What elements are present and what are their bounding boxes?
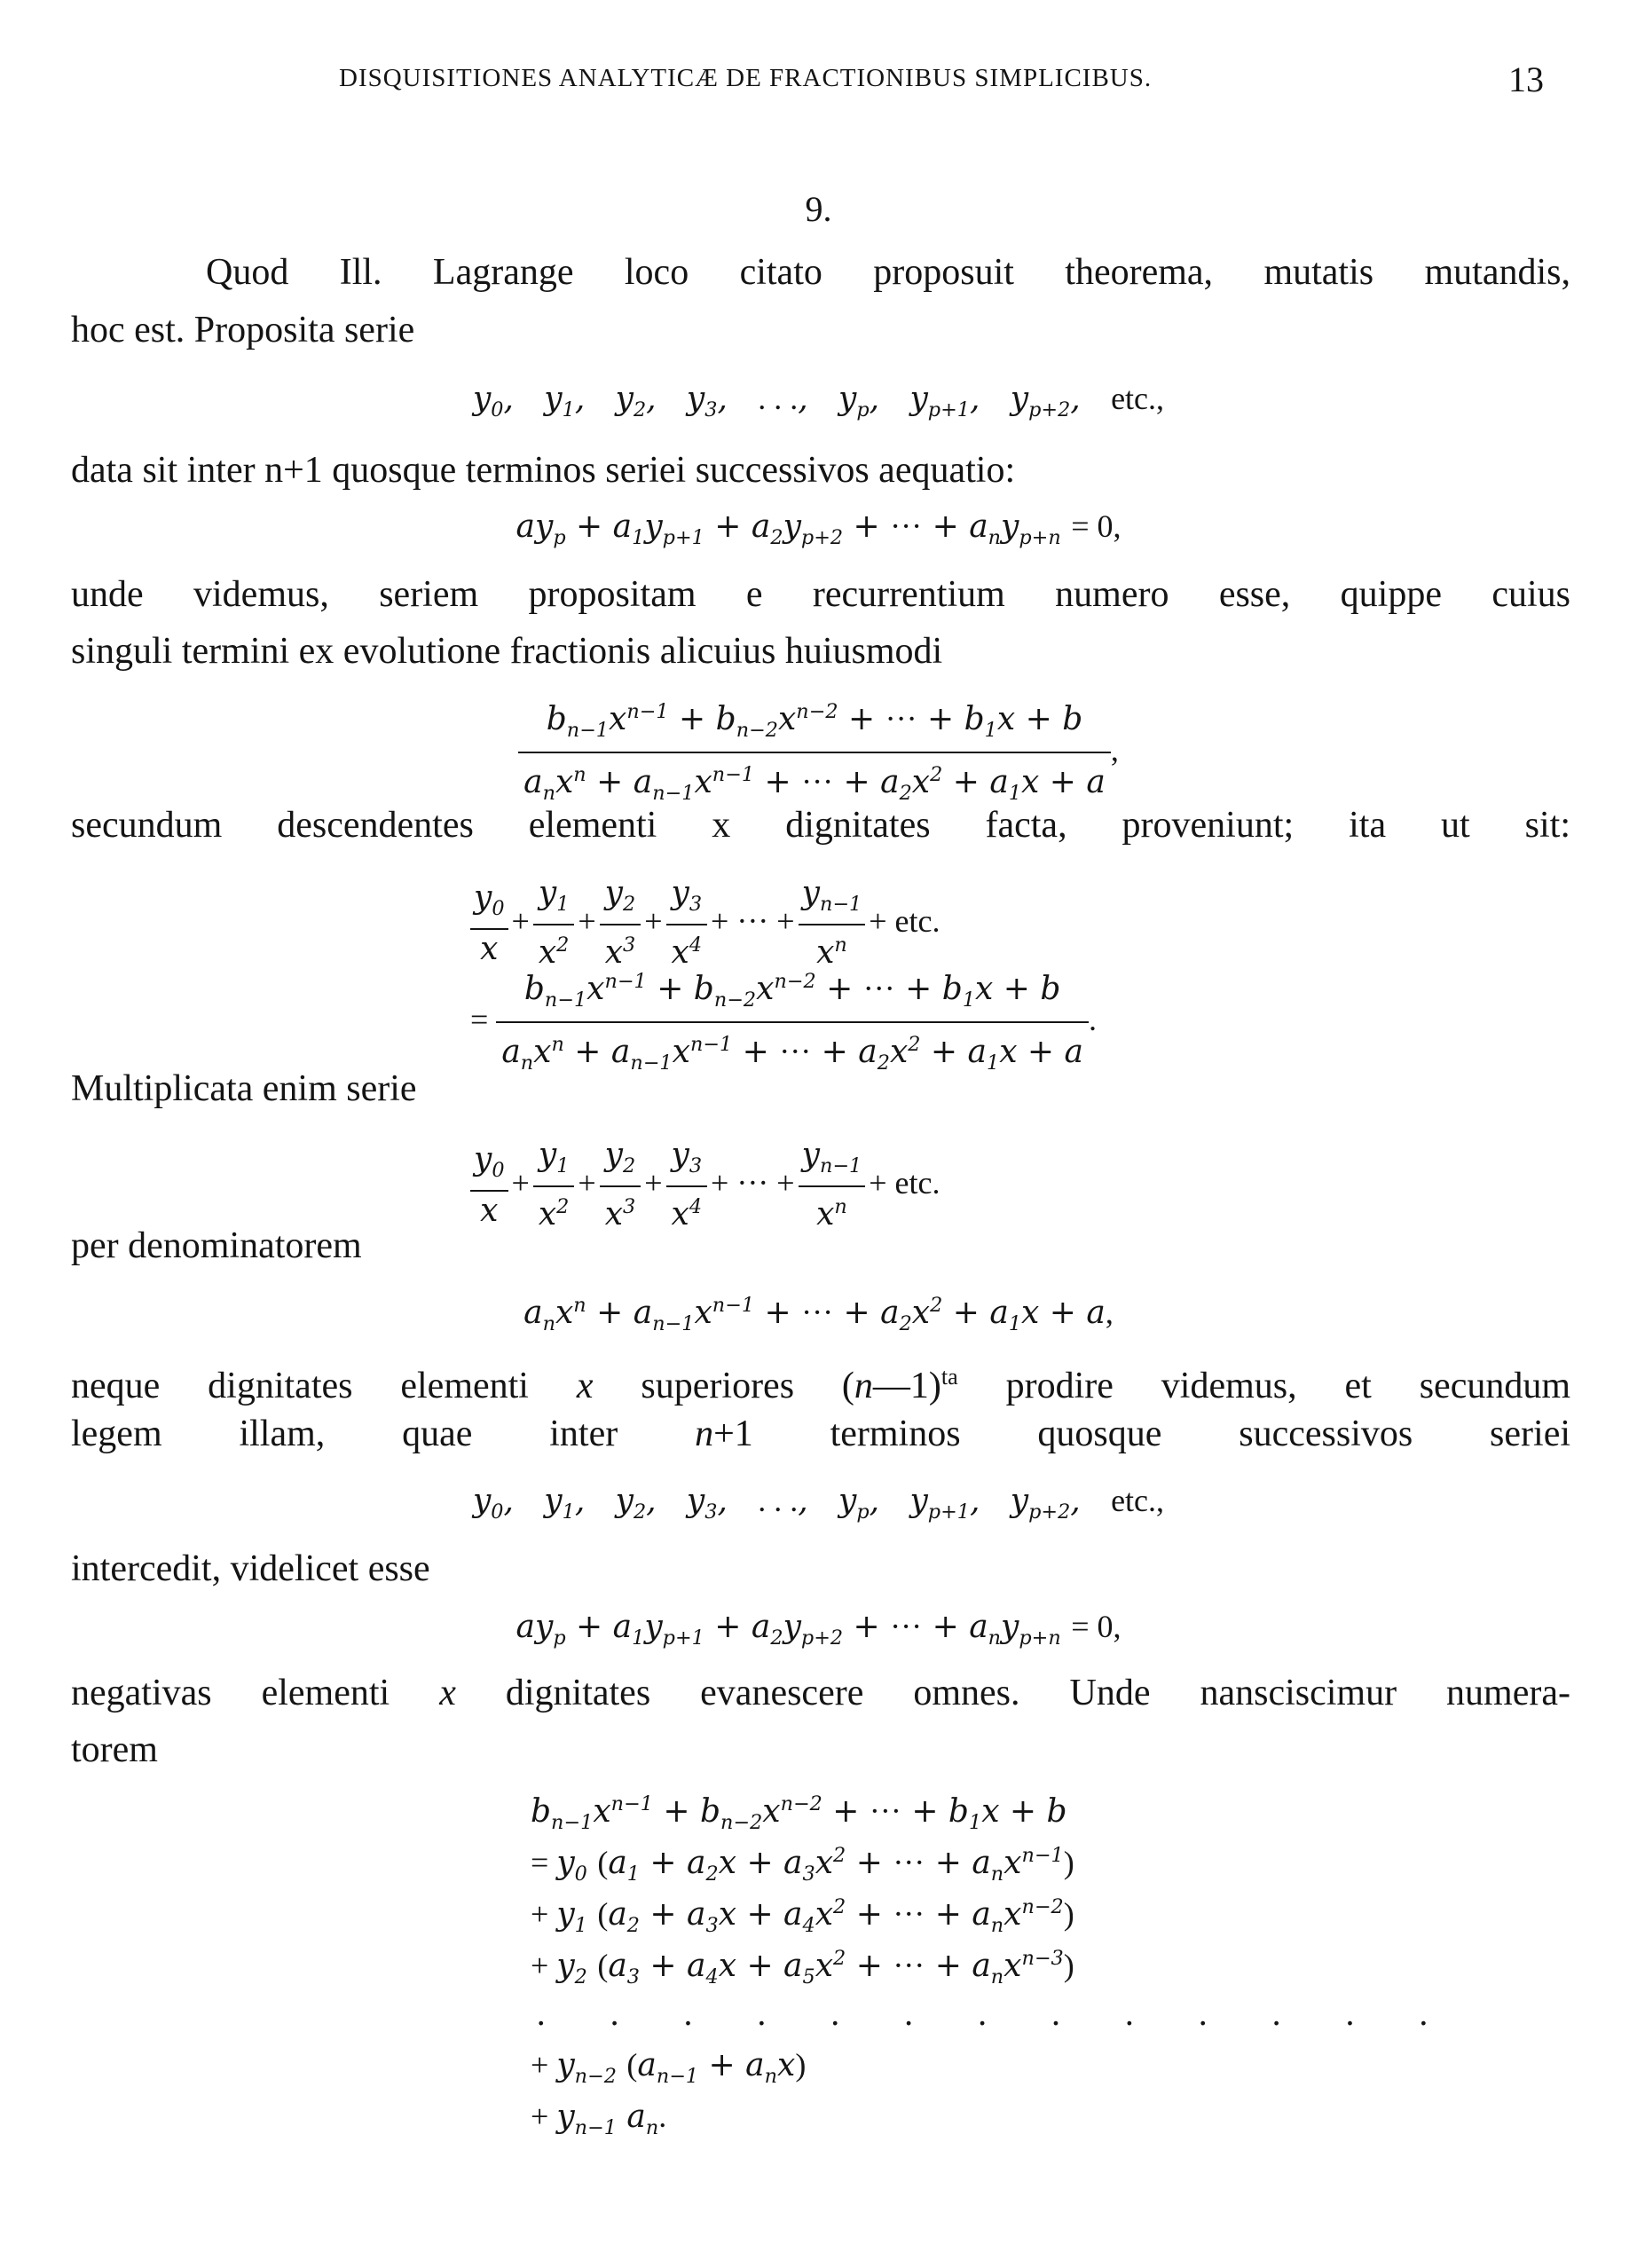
- paragraph-line: Quod Ill. Lagrange loco citato proposuit theorema, mutatis mutandis,: [206, 252, 1570, 293]
- paragraph-line: Multiplicata enim serie: [71, 1068, 417, 1109]
- equation-numerator-line: + $y_2$ ($a_3 + a_4x + a_5x^2$ + ··· + $a_nx^{n-3}$): [531, 1947, 1074, 1989]
- paragraph-line: torem: [71, 1729, 158, 1770]
- paragraph-line: negativas elementi x dignitates evanescere omnes. Unde nansciscimur numera-: [71, 1673, 1570, 1713]
- equation-numerator-line: + $y_{n-2}$ $(a_{n-1} + a_nx)$: [531, 2047, 807, 2089]
- section-number: 9.: [805, 189, 832, 229]
- paragraph-line: unde videmus, seriem propositam e recurrentium numero esse, quippe cuius: [71, 574, 1570, 615]
- equation-denominator: $a_nx^n + a_{n-1}x^{n-1}$ + ··· + $a_2x^2 + a_1x + a$,: [523, 1294, 1114, 1336]
- paragraph-line: secundum descendentes elementi x dignitates facta, proveniunt; ita ut sit:: [71, 805, 1570, 846]
- equation-recurrence-2: $ay_p + a_1y_{p+1} + a_2y_{p+2}$ + ··· + $a_ny_{p+n} = 0$,: [515, 1609, 1122, 1650]
- paragraph-line: data sit inter n+1 quosque terminos seriei successivos aequatio:: [71, 450, 1016, 491]
- paragraph-line: legem illam, quae inter n+1 terminos quosque successivos seriei: [71, 1414, 1571, 1454]
- equation-series-expansion-2: $\frac{y_0}{x}$ + $\frac{y_1}{x^2}$ + $\frac{y_2}{x^3}$ + $\frac{y_3}{x^4}$ + ··· + $\frac{y_{n-1}}{x^n}$ + etc.: [470, 1136, 943, 1234]
- equation-fraction: $\frac{b_{n-1}x^{n-1} + b_{n-2}x^{n-2} + \cdot\cdot\cdot + b_1x + b}{a_nx^n + a_{n-1}x^{n-1} + \cdot\cdot\cdot + a_2x^2 + a_1x + a}$ ,: [0, 690, 1637, 815]
- equation-series-2: $y_0$, $y_1$, $y_2$, $y_3$, . . ., $y_p$, $y_{p+1}$, $y_{p+2}$, etc.,: [472, 1483, 1165, 1524]
- equation-recurrence: $ay_p + a_1y_{p+1} + a_2y_{p+2}$ + ··· + $a_ny_{p+n} = 0$,: [515, 508, 1122, 550]
- paragraph-line: singuli termini ex evolutione fractionis alicuius huiusmodi: [71, 631, 943, 672]
- equation-series-expansion: $\frac{y_0}{x}$ + $\frac{y_1}{x^2}$ + $\frac{y_2}{x^3}$ + $\frac{y_3}{x^4}$ + ··· + $\frac{y_{n-1}}{x^n}$ + etc.: [470, 874, 943, 973]
- equation-numerator-dots: . . . . . . . . . . . . .: [536, 1996, 1456, 2033]
- paragraph-line: per denominatorem: [71, 1225, 362, 1266]
- equation-series-equals-fraction: = $\frac{b_{n-1}x^{n-1} + b_{n-2}x^{n-2} + \cdot\cdot\cdot + b_1x + b}{a_nx^n + a_{n-1}x^{n-1} + \cdot\cdot\cdot + a_2x^2 + a_1x + a}$ .: [470, 960, 1097, 1084]
- paragraph-line: neque dignitates elementi x superiores (n—1)$^{ta}$ prodire videmus, et secundum: [71, 1364, 1571, 1406]
- equation-numerator-line: = $y_0$ ($a_1 + a_2x + a_3x^2$ + ··· + $a_nx^{n-1}$): [531, 1844, 1074, 1886]
- running-header: DISQUISITIONES ANALYTICÆ DE FRACTIONIBUS SIMPLICIBUS.: [339, 64, 1153, 92]
- equation-numerator-line: + $y_1$ ($a_2 + a_3x + a_4x^2$ + ··· + $a_nx^{n-2}$): [531, 1895, 1074, 1938]
- equation-numerator-line: + $y_{n-1}$ $a_n$.: [531, 2099, 667, 2140]
- equation-series: $y_0$, $y_1$, $y_2$, $y_3$, . . ., $y_p$, $y_{p+1}$, $y_{p+2}$, etc.,: [472, 381, 1165, 422]
- page-number: 13: [1508, 59, 1544, 99]
- equation-numerator-line: $b_{n-1}x^{n-1} + b_{n-2}x^{n-2}$ + ··· + $b_1x + b$: [531, 1792, 1067, 1835]
- paragraph-line: intercedit, videlicet esse: [71, 1548, 430, 1589]
- paragraph-line: hoc est. Proposita serie: [71, 310, 415, 350]
